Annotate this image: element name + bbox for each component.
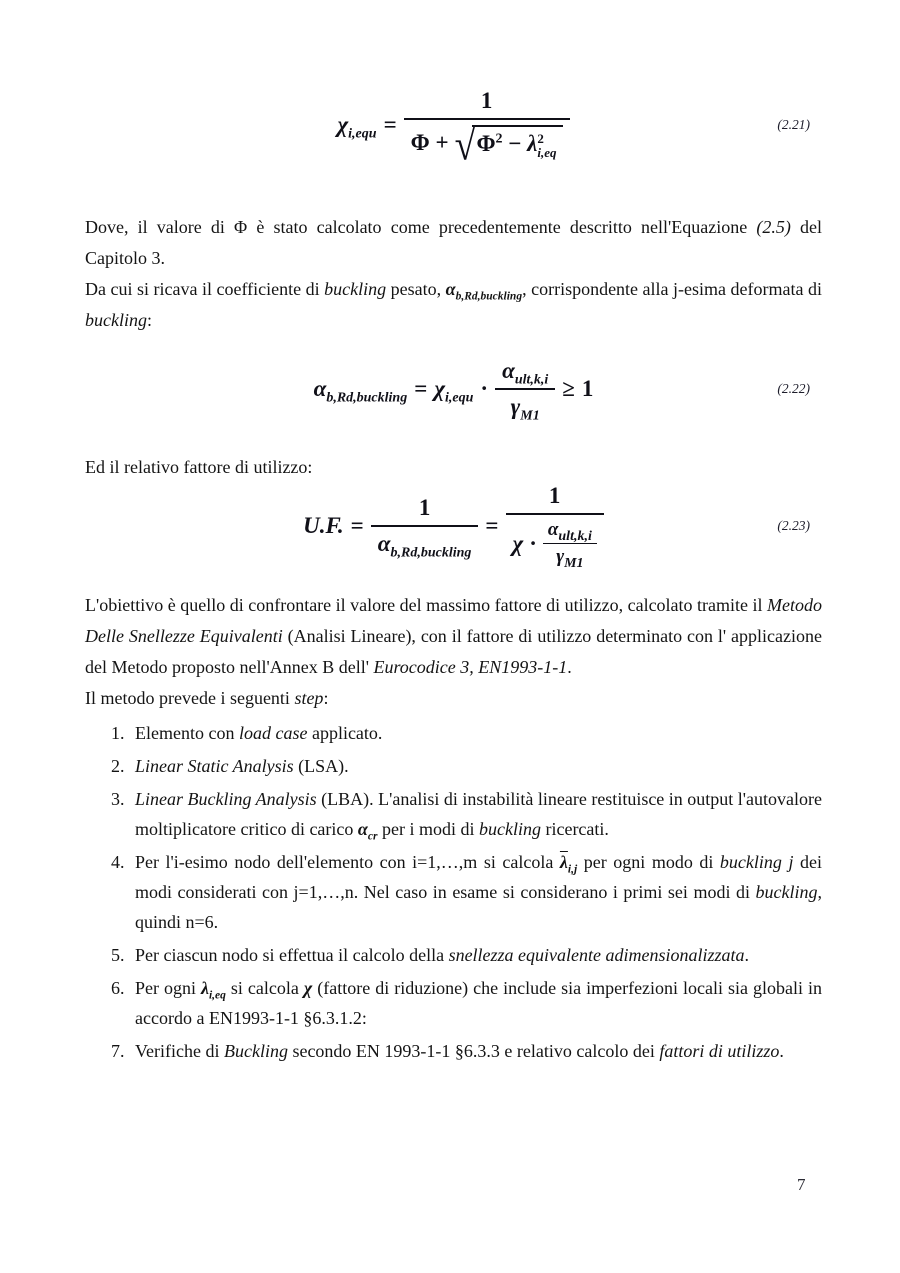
list-item bbox=[85, 784, 822, 844]
page-number: 7 bbox=[797, 1175, 806, 1194]
list-item-number: 6. bbox=[111, 978, 125, 998]
equals-sign: = bbox=[485, 512, 499, 538]
equation-number-2-22: (2.22) bbox=[777, 381, 810, 396]
equation-2-23-body bbox=[303, 483, 604, 571]
one: 1 bbox=[581, 376, 594, 401]
paragraph-text: Il metodo prevede i seguenti step: bbox=[85, 688, 329, 708]
steps-list bbox=[85, 718, 822, 1069]
equals-sign: = bbox=[350, 512, 364, 538]
equation-number-2-21: (2.21) bbox=[777, 117, 810, 132]
fraction: $\frac{\alpha_{ult,k,i}}{\gamma_{M1}}$ bbox=[495, 358, 555, 420]
paragraph-text: Dove, il valore di Φ è stato calcolato come precedentemente descritto nell'Equazione (2.5) del Capitolo 3. bbox=[85, 217, 822, 268]
list-item bbox=[85, 1036, 822, 1066]
fraction: 1 Φ + √ $\Phi^2 - \lambda$ 2 i,eq bbox=[404, 88, 570, 162]
equation-2-23 bbox=[85, 483, 822, 571]
uf-term: U.F. bbox=[303, 512, 344, 538]
list-item bbox=[85, 847, 822, 937]
list-item-number: 4. bbox=[111, 852, 125, 872]
list-item-number: 1. bbox=[111, 723, 125, 743]
list-item-number: 7. bbox=[111, 1041, 125, 1061]
list-item-text: Elemento con load case applicato. bbox=[135, 723, 383, 743]
paragraph-ed bbox=[85, 452, 822, 483]
dot-operator: · bbox=[480, 376, 489, 401]
square-root: √ $\Phi^2 - \lambda$ 2 i,eq bbox=[455, 124, 563, 162]
list-item-text: Linear Buckling Analysis (LBA). L'analisi di instabilità lineare restituisce in output l'autovalore moltiplicatore critico di carico $\alpha_{cr}$ per i modi di buckling ricercati. bbox=[135, 789, 823, 843]
chi-term: $\chi_{i,equ}$ bbox=[337, 112, 377, 142]
equals-sign: = bbox=[414, 376, 428, 401]
radical-sign: √ bbox=[454, 121, 476, 170]
equals-sign: = bbox=[383, 112, 397, 137]
equation-2-21 bbox=[85, 88, 822, 170]
list-item bbox=[85, 940, 822, 970]
list-item bbox=[85, 973, 822, 1033]
paragraph-text: Da cui si ricava il coefficiente di buckling pesato, $\alpha_{b,Rd,buckling}$, corrispondente alla j-esima deformata di buckling: bbox=[85, 279, 823, 330]
fraction: $\frac{1}{\alpha_{b,Rd,buckling}}$ bbox=[371, 495, 479, 557]
list-item-number: 5. bbox=[111, 945, 125, 965]
list-item bbox=[85, 751, 822, 781]
alpha-term: $\alpha_{b,Rd,buckling}$ bbox=[313, 376, 408, 406]
list-item-text: Verifiche di Buckling secondo EN 1993-1-1 §6.3.3 e relativo calcolo dei fattori di utilizzo. bbox=[135, 1041, 784, 1061]
list-item-text: Linear Static Analysis (LSA). bbox=[135, 756, 349, 776]
chi-symbol: χ bbox=[512, 530, 524, 556]
list-item-number: 3. bbox=[111, 789, 125, 809]
equation-2-22 bbox=[85, 358, 822, 424]
paragraph-text: L'obiettivo è quello di confrontare il valore del massimo fattore di utilizzo, calcolato tramite il Metodo Delle Snellezze Equivalenti (Analisi Lineare), con il fattore di utilizzo determinato con l' applicazione del Metodo proposto nell'Annex B dell' Eurocodice 3, EN1993-1-1. bbox=[85, 595, 823, 677]
inner-fraction: $\frac{\alpha_{ult,k,i}}{\gamma_{M1}}$ bbox=[543, 519, 597, 568]
chi-term: $\chi_{i,equ}$ bbox=[434, 376, 474, 406]
equation-number-2-23: (2.23) bbox=[777, 517, 810, 533]
paragraph-dove bbox=[85, 212, 822, 336]
list-item-number: 2. bbox=[111, 756, 125, 776]
list-item-text: Per ogni $\lambda_{i,eq}$ si calcola χ (fattore di riduzione) che include sia imperfezioni locali sia globali in accordo a EN1993-1-1 §6.3.1.2: bbox=[135, 978, 822, 1028]
paragraph-obiettivo bbox=[85, 590, 822, 714]
list-item bbox=[85, 718, 822, 748]
list-item-text: Per l'i-esimo nodo dell'elemento con i=1,…,m si calcola $\overline{\lambda}_{i,j}$ per ogni modo di buckling j dei modi considerati con j=1,…,n. Nel caso in esame si considerano i primi sei modi di buckling, quindi n=6. bbox=[135, 852, 822, 932]
paragraph-text: Ed il relativo fattore di utilizzo: bbox=[85, 457, 313, 477]
list-item-text: Per ciascun nodo si effettua il calcolo della snellezza equivalente adimensionalizzata. bbox=[135, 945, 750, 965]
phi-plus: Φ + bbox=[410, 130, 449, 155]
equation-2-21-body bbox=[337, 88, 569, 170]
equation-2-22-body bbox=[313, 358, 594, 424]
geq-sign: ≥ bbox=[562, 376, 575, 401]
dot-operator: · bbox=[529, 530, 537, 556]
fraction: 1 χ · $\frac{\alpha_{ult,k,i}}{\gamma_{M1}}$ bbox=[506, 483, 604, 568]
